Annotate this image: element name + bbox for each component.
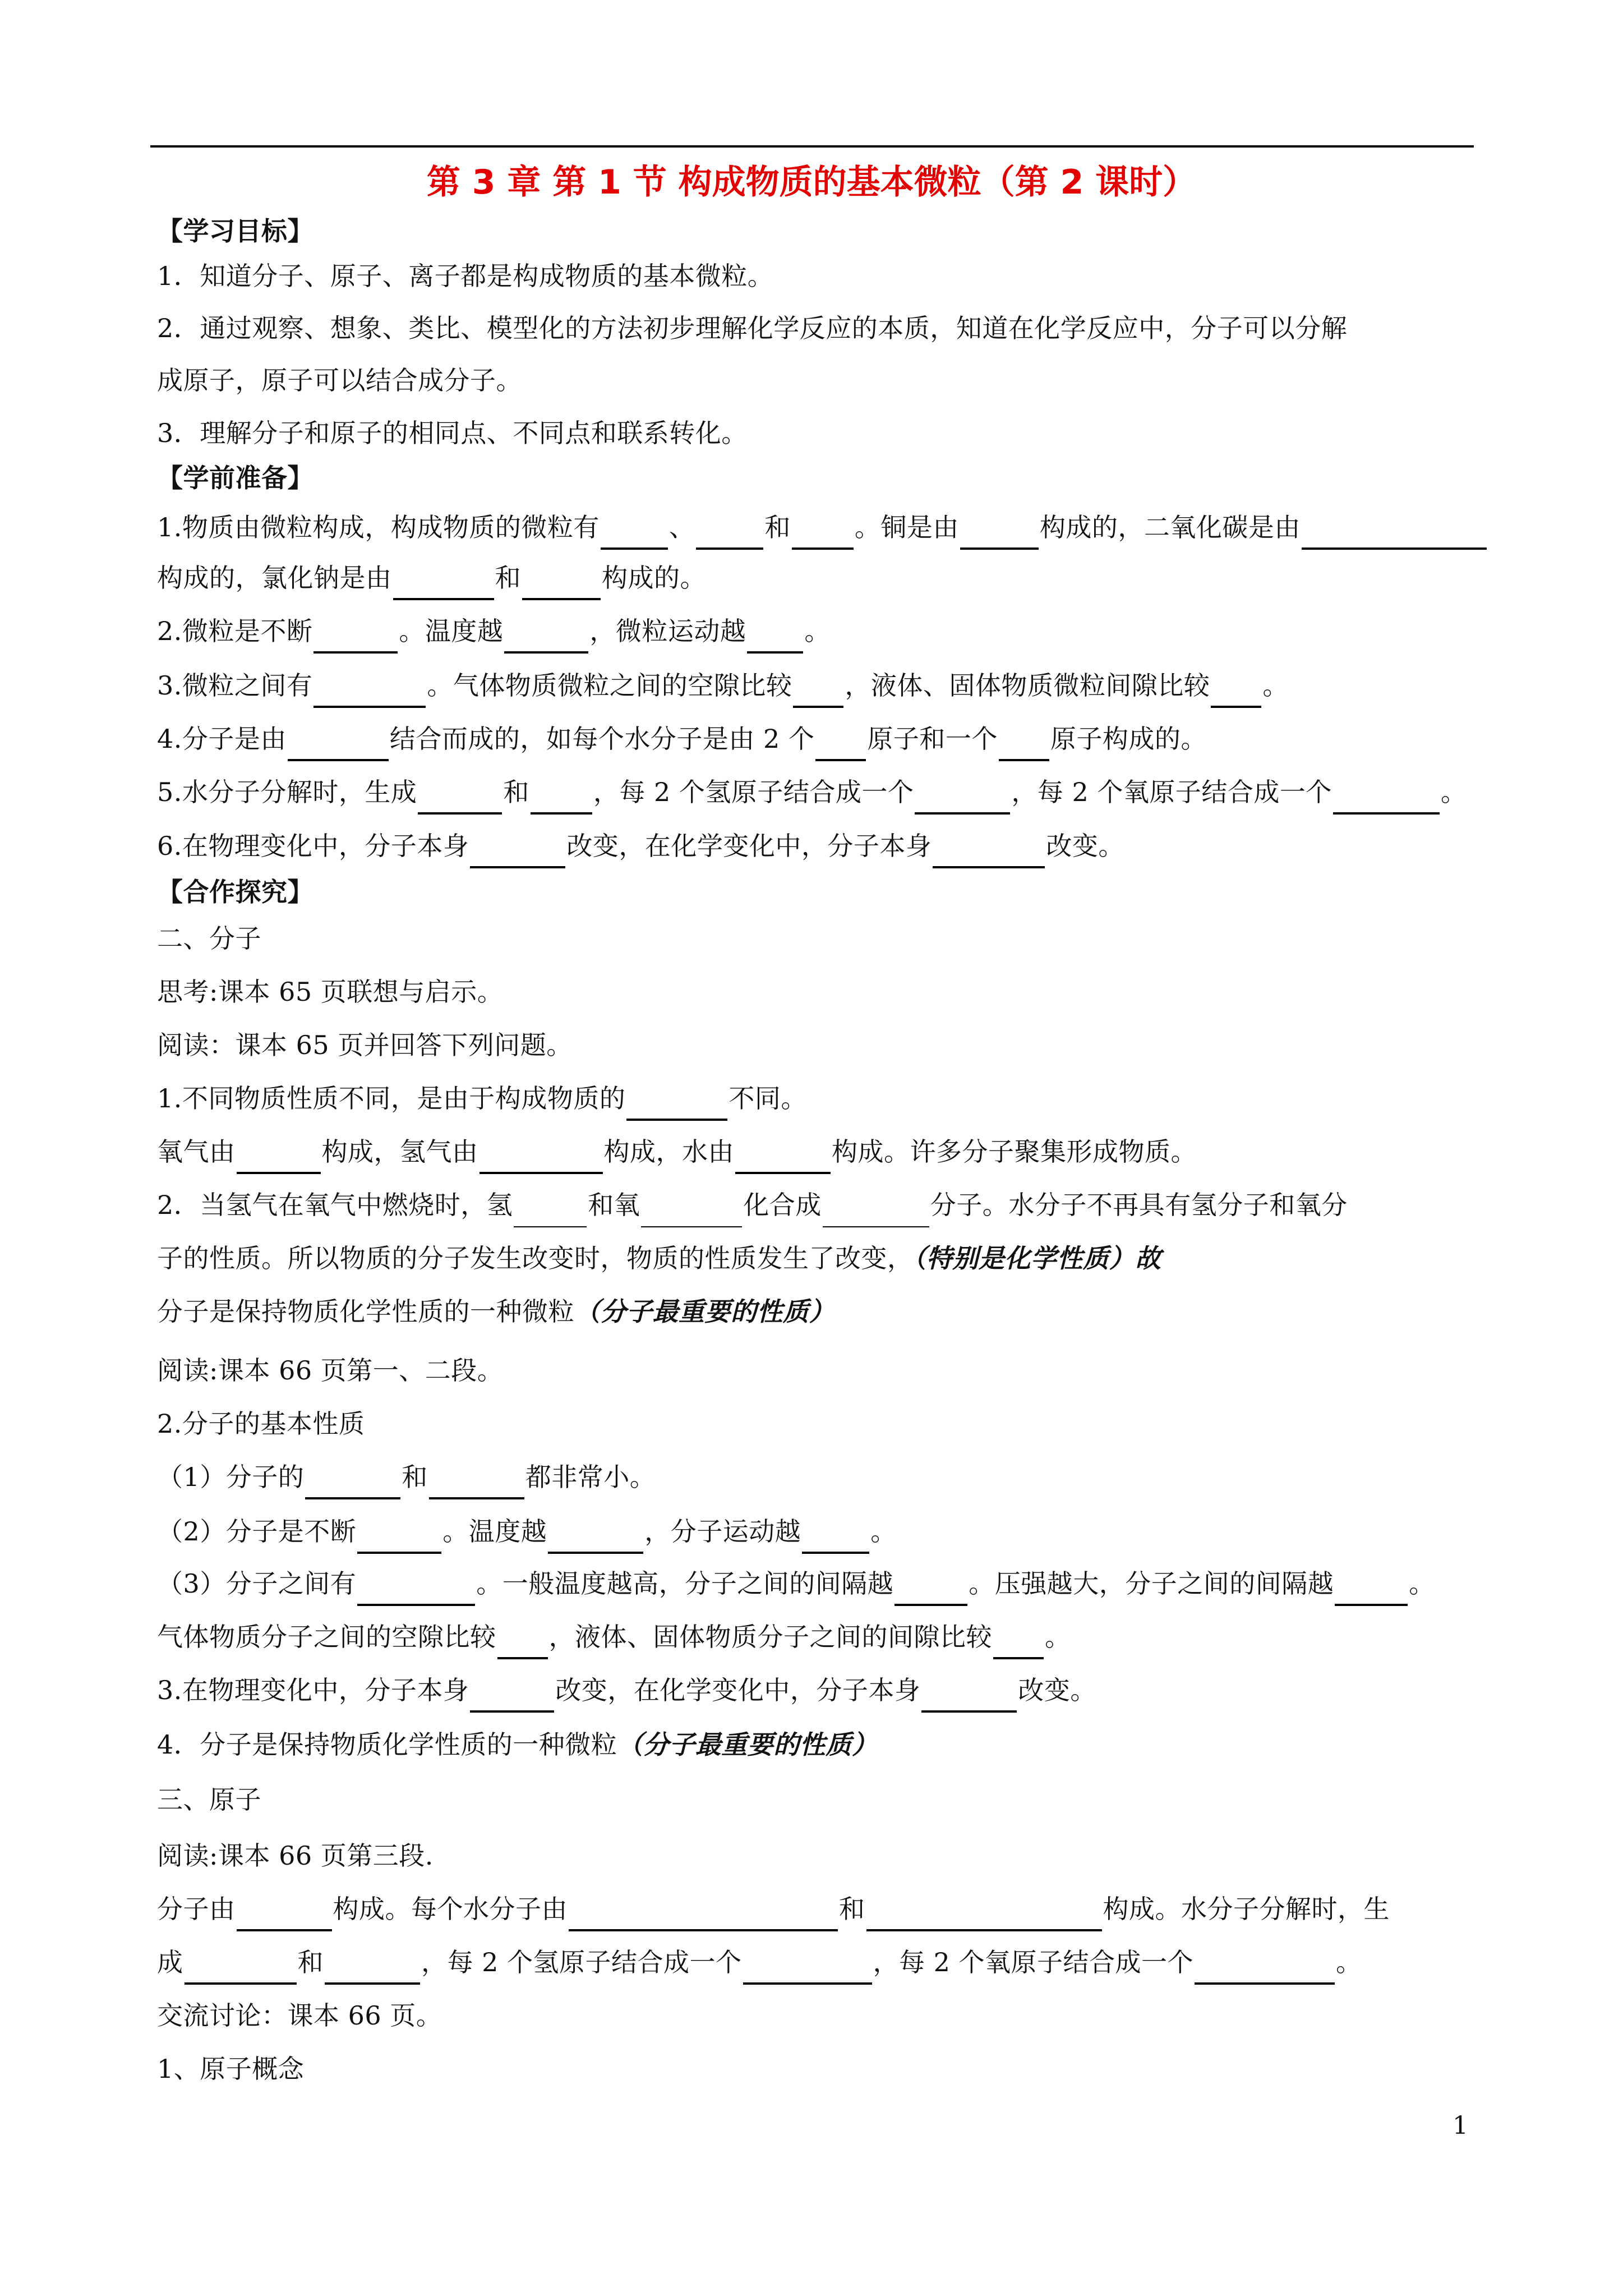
read-2: 阅读:课本 66 页第一、二段。 (157, 1355, 504, 1386)
heading-molecule: 二、分子 (157, 923, 261, 954)
heading-atom: 三、原子 (157, 1784, 261, 1815)
blank[interactable] (237, 1899, 332, 1931)
goal-3: 3．理解分子和原子的相同点、不同点和联系转化。 (157, 418, 748, 448)
explore-3: 3.在物理变化中，分子本身 改变，在化学变化中，分子本身 改变。 (157, 1668, 1096, 1713)
blank[interactable] (418, 782, 502, 815)
blank[interactable] (313, 621, 398, 654)
blank[interactable] (470, 836, 565, 868)
page-title: 第 3 章 第 1 节 构成物质的基本微粒（第 2 课时） (426, 163, 1197, 202)
section-prep: 【学前准备】 (157, 463, 313, 493)
blank[interactable] (325, 1952, 420, 1985)
think-line: 思考:课本 65 页联想与启示。 (157, 977, 504, 1007)
prep-3: 3.微粒之间有 。气体物质微粒之间的空隙比较 ，液体、固体物质微粒间隙比较 。 (157, 663, 1289, 708)
explore-2b: 子的性质。所以物质的分子发生改变时，物质的性质发生了改变，（特别是化学性质）故 (157, 1243, 1161, 1273)
explore-2c: 分子是保持物质化学性质的一种微粒（分子最重要的性质） (157, 1296, 835, 1327)
basic-1: （1）分子的 和 都非常小。 (157, 1455, 656, 1499)
blank[interactable] (960, 517, 1039, 550)
blank[interactable] (823, 1196, 929, 1227)
blank[interactable] (531, 782, 592, 815)
blank[interactable] (993, 1627, 1044, 1659)
blank[interactable] (357, 1573, 475, 1606)
blank[interactable] (626, 1088, 727, 1121)
blank[interactable] (1195, 1952, 1335, 1985)
prep-1a: 1.物质由微粒构成，构成物质的微粒有 、 和 。铜是由 构成的，二氧化碳是由 (157, 505, 1488, 550)
prep-4: 4.分子是由 结合而成的，如每个水分子是由 2 个 原子和一个 原子构成的。 (157, 716, 1207, 761)
basic-3b: 气体物质分子之间的空隙比较 ，液体、固体物质分子之间的间隙比较 。 (157, 1614, 1071, 1659)
blank[interactable] (185, 1952, 297, 1985)
blank[interactable] (522, 568, 601, 600)
blank[interactable] (793, 675, 843, 708)
blank[interactable] (504, 621, 588, 654)
page-number: 1 (1453, 2111, 1468, 2140)
blank[interactable] (915, 782, 1010, 815)
goal-2b: 成原子，原子可以结合成分子。 (157, 365, 522, 395)
read-3: 阅读:课本 66 页第三段. (157, 1841, 434, 1871)
blank[interactable] (470, 1680, 554, 1713)
read-1: 阅读：课本 65 页并回答下列问题。 (157, 1030, 573, 1060)
blank[interactable] (479, 1142, 603, 1174)
blank[interactable] (747, 621, 803, 654)
section-explore: 【合作探究】 (157, 877, 313, 907)
atom-1: 分子由 构成。每个水分子由 和 构成。水分子分解时，生 (157, 1887, 1390, 1931)
explore-1b: 氧气由 构成，氢气由 构成，水由 构成。许多分子聚集形成物质。 (157, 1129, 1197, 1174)
blank[interactable] (288, 729, 389, 761)
blank[interactable] (393, 568, 494, 600)
basic-3a: （3）分子之间有 。一般温度越高，分子之间的间隔越 。压强越大，分子之间的间隔越 。 (157, 1561, 1435, 1606)
blank[interactable] (305, 1467, 400, 1499)
blank[interactable] (497, 1627, 548, 1659)
blank[interactable] (792, 517, 854, 550)
atom-concept: 1、原子概念 (157, 2054, 305, 2084)
goal-1: 1．知道分子、原子、离子都是构成物质的基本微粒。 (157, 261, 774, 291)
blank[interactable] (313, 675, 426, 708)
blank[interactable] (514, 1196, 587, 1227)
blank[interactable] (802, 1521, 869, 1554)
blank[interactable] (743, 1952, 872, 1985)
explore-1: 1.不同物质性质不同，是由于构成物质的 不同。 (157, 1076, 807, 1121)
blank[interactable] (815, 729, 866, 761)
blank[interactable] (1211, 675, 1261, 708)
blank[interactable] (548, 1521, 643, 1554)
blank[interactable] (921, 1680, 1017, 1713)
blank[interactable] (641, 1196, 742, 1227)
prep-5: 5.水分子分解时，生成 和 ，每 2 个氢原子结合成一个 ，每 2 个氧原子结合成一个 。 (157, 770, 1467, 815)
blank[interactable] (866, 1899, 1102, 1931)
prep-1b: 构成的，氯化钠是由 和 构成的。 (157, 555, 706, 600)
blank[interactable] (569, 1899, 838, 1931)
discuss-line: 交流讨论：课本 66 页。 (157, 2000, 442, 2031)
blank[interactable] (1302, 517, 1487, 550)
blank[interactable] (1333, 782, 1440, 815)
atom-2: 成 和 ，每 2 个氢原子结合成一个 ，每 2 个氧原子结合成一个 。 (157, 1940, 1362, 1985)
blank[interactable] (357, 1521, 441, 1554)
section-goals: 【学习目标】 (157, 216, 313, 246)
blank[interactable] (933, 836, 1045, 868)
blank[interactable] (1335, 1573, 1408, 1606)
blank[interactable] (429, 1467, 524, 1499)
prep-6: 6.在物理变化中，分子本身 改变，在化学变化中，分子本身 改变。 (157, 823, 1124, 868)
basic-properties: 2.分子的基本性质 (157, 1409, 365, 1439)
blank[interactable] (237, 1142, 321, 1174)
basic-2: （2）分子是不断 。温度越 ，分子运动越 。 (157, 1509, 897, 1554)
blank[interactable] (999, 729, 1049, 761)
goal-2a: 2．通过观察、想象、类比、模型化的方法初步理解化学反应的本质，知道在化学反应中，分子可以分解 (157, 313, 1348, 343)
explore-2a: 2．当氢气在氧气中燃烧时，氢 和氧 化合成 分子。水分子不再具有氢分子和氧分 (157, 1182, 1348, 1227)
blank[interactable] (696, 517, 763, 550)
header-rule (150, 145, 1474, 148)
prep-2: 2.微粒是不断 。温度越 ，微粒运动越 。 (157, 609, 831, 654)
blank[interactable] (735, 1142, 831, 1174)
explore-4: 4．分子是保持物质化学性质的一种微粒（分子最重要的性质） (157, 1729, 878, 1760)
blank[interactable] (601, 517, 668, 550)
blank[interactable] (895, 1573, 967, 1606)
